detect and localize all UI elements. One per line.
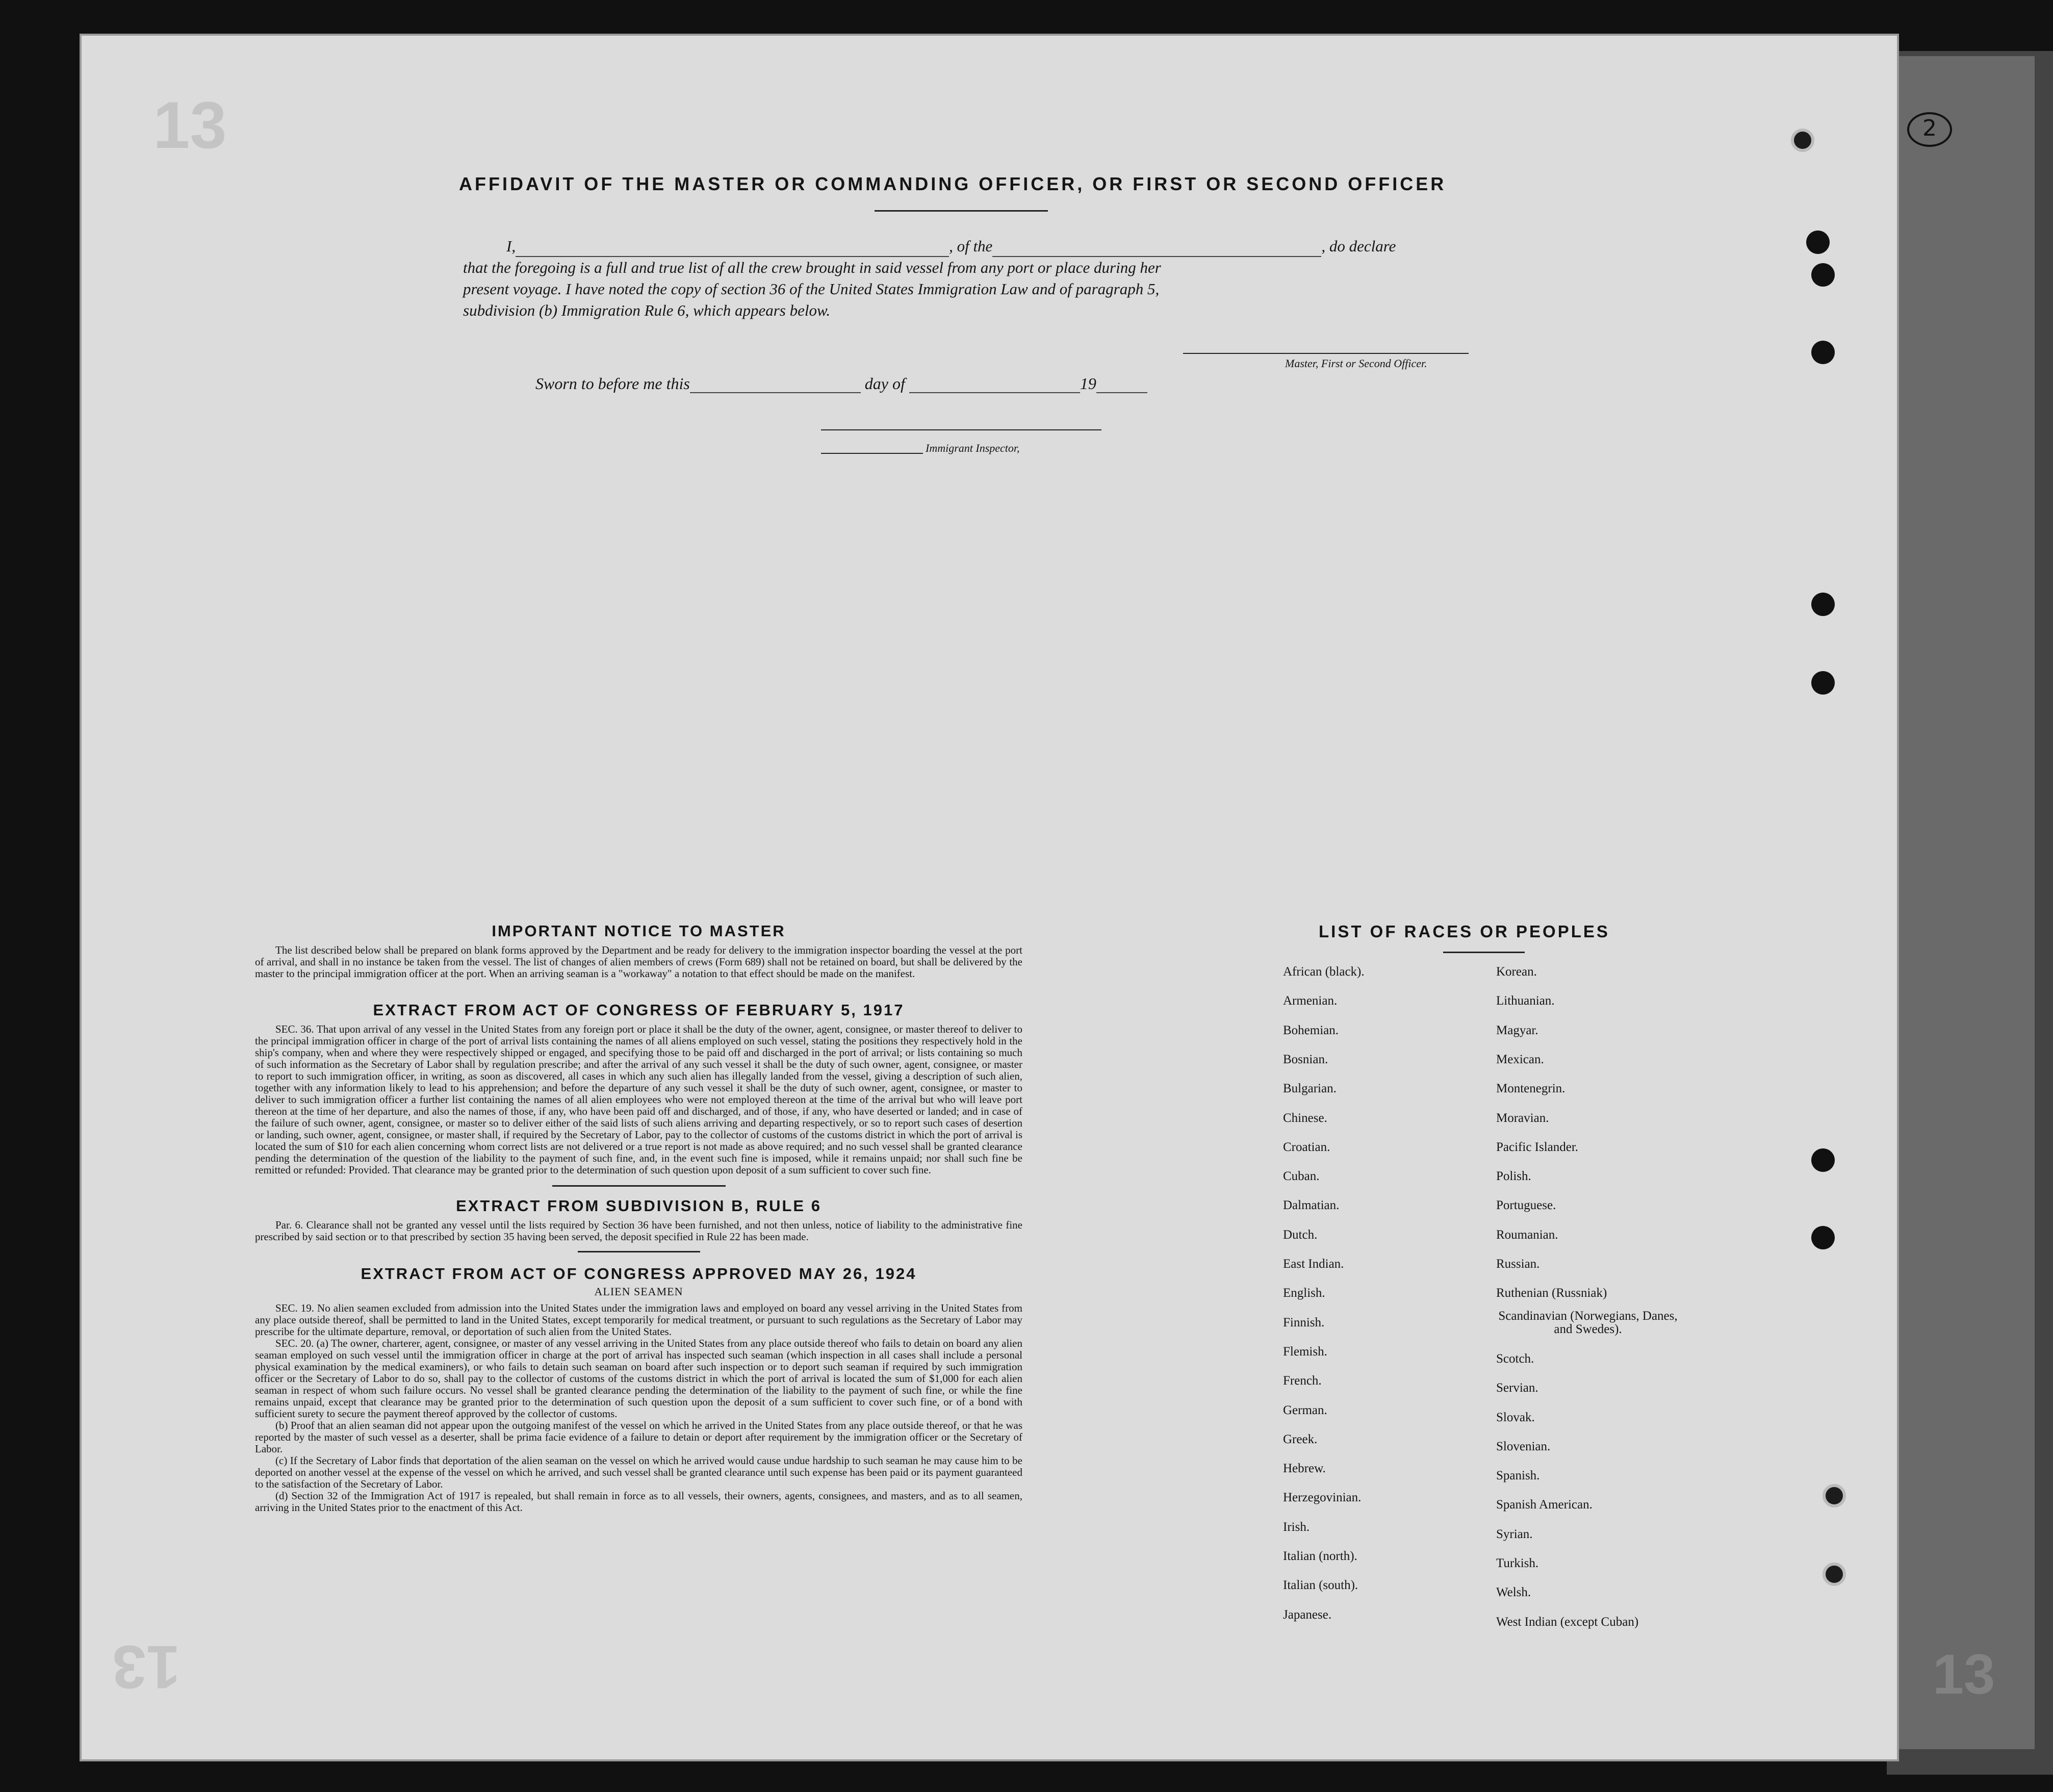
race-item: Slovenian. (1496, 1439, 1551, 1453)
races-title: LIST OF RACES OR PEOPLES (1319, 922, 1610, 941)
affidavit-title: AFFIDAVIT OF THE MASTER OR COMMANDING OFFICER, OR FIRST OR SECOND OFFICER (459, 173, 1447, 194)
binder-hole (1811, 593, 1835, 616)
signature-caption: Master, First or Second Officer. (1285, 357, 1427, 370)
binder-hole (1811, 671, 1835, 695)
declaration-line (463, 236, 1493, 257)
race-item: Italian (south). (1283, 1578, 1358, 1593)
of-the-label: , of the (949, 237, 993, 255)
binder-hole (53, 1460, 76, 1483)
inspector-caption: Immigrant Inspector, (926, 442, 1020, 454)
inspector-signature-line (821, 429, 1101, 430)
extract-rule6-text: Par. 6. Clearance shall not be granted any vessel until the lists required by Section 36 have been furnished, and not then unless, notice of liability to the administrative fine prescribed by said section or to that prescribed by section 35 having been served, the deposit specified in Rule 22 has been made. (255, 1219, 1022, 1243)
extract-rule6-title: EXTRACT FROM SUBDIVISION B, RULE 6 (456, 1197, 822, 1215)
divider (875, 210, 1048, 212)
affidavit-body (463, 236, 1493, 321)
binder-hole (1791, 129, 1814, 152)
race-item: Scandinavian (Norwegians, Danes, and Swedes). (1498, 1309, 1678, 1336)
race-item: Hebrew. (1283, 1462, 1326, 1476)
divider (1443, 952, 1525, 953)
day-of-label: day of (864, 374, 905, 393)
extract-1924-sec20d: (d) Section 32 of the Immigration Act of 1917 is repealed, but shall remain in force as to all vessels, their owners, agents, consignees, and masters, and as to all seamen, arriving in the United States prior to the enactment of this Act. (255, 1490, 1022, 1514)
race-item: English. (1283, 1286, 1325, 1300)
circled-page-number-text: 2 (1922, 115, 1937, 141)
extract-1917-text: SEC. 36. That upon arrival of any vessel in the United States from any foreign port or place it shall be the duty of the owner, agent, consignee, or master thereof to deliver to the principal immigration officer in charge of the port of arrival lists containing the names of all aliens employed on such vessel, stating the positions they respectively hold in the ship's company, when and where they were respectively shipped or engaged, and specifying those to be paid off and discharged in the port of arrival; or lists containing so much of such information as the Secretary of Labor shall by regulation prescribe; and after the arrival of any such vessel it shall be the duty of such owner, agent, consignee, or master to report to such immigration officer, in writing, as soon as discovered, all cases in which any such alien has illegally landed from the vessel, giving a description of such alien, together with any information likely to lead to his apprehension; and before the departure of any such vessel it shall be the duty of such owner, agent, consignee, or master to deliver to such immigration officer a further list containing the names of all alien employees who were not employed thereon at the time of the arrival but who will leave port thereon at the time of her departure, and also the names of those, if any, who have been paid off and discharged, and of those, if any, who have deserted or landed; and in case of the failure of such owner, agent, consignee, or master so to deliver either of the said lists of such aliens arriving and departing respectively, or so to report such cases of desertion or landing, such owner, agent, consignee, or master shall, if required by the Secretary of Labor, pay to the collector of customs of the customs district in which the port of arrival is located the sum of $10 for each alien concerning whom correct lists are not delivered or a true report is not made as above required; and no such vessel shall be granted clearance pending the determination of the question of the liability to the payment of such fine, and, in the event such fine is imposed, while it remains unpaid; nor shall such fine be remitted or refunded: Provided. That clearance may be granted prior to the determination of such question upon deposit of a sum sufficient to cover such fine. (255, 1023, 1022, 1176)
underlying-page (1882, 56, 2035, 1749)
binder-hole (1811, 1226, 1835, 1249)
sworn-year-field[interactable] (1096, 377, 1147, 393)
race-item: Irish. (1283, 1520, 1310, 1534)
race-item: Russian. (1496, 1257, 1540, 1271)
vessel-field[interactable] (992, 241, 1321, 257)
race-item: Mexican. (1496, 1052, 1544, 1066)
race-item: Flemish. (1283, 1344, 1327, 1359)
body-line: subdivision (b) Immigration Rule 6, which appears below. (463, 301, 831, 319)
race-item: Welsh. (1496, 1585, 1531, 1600)
race-item: Cuban. (1283, 1169, 1320, 1184)
race-item: Lithuanian. (1496, 994, 1555, 1008)
sworn-label: Sworn to before me this (535, 374, 690, 393)
divider (552, 1185, 726, 1187)
signature-line (1183, 353, 1469, 354)
race-item: Montenegrin. (1496, 1082, 1566, 1096)
race-item: East Indian. (1283, 1257, 1344, 1271)
body-line: that the foregoing is a full and true list of all the crew brought in said vessel from any port or place during her (463, 259, 1161, 276)
name-field[interactable] (516, 241, 949, 257)
race-item: Slovak. (1496, 1410, 1535, 1424)
race-item: Spanish American. (1496, 1498, 1593, 1512)
notice-title: IMPORTANT NOTICE TO MASTER (492, 922, 786, 940)
race-item: Herzegovinian. (1283, 1491, 1362, 1505)
inspector-signature-line-2 (821, 453, 923, 454)
page-number-bottom-right: 13 (1933, 1643, 1995, 1706)
sworn-day-field[interactable] (690, 377, 861, 393)
race-item: Moravian. (1496, 1111, 1549, 1125)
sworn-month-field[interactable] (909, 377, 1080, 393)
race-item: Servian. (1496, 1381, 1538, 1395)
circled-page-number (1907, 112, 1952, 147)
race-item: Dalmatian. (1283, 1198, 1340, 1213)
race-item: West Indian (except Cuban) (1496, 1615, 1639, 1629)
race-item: Scotch. (1496, 1351, 1534, 1366)
race-item: Ruthenian (Russniak) (1496, 1286, 1607, 1300)
race-item: Korean. (1496, 965, 1537, 979)
race-item: Portuguese. (1496, 1198, 1556, 1213)
notice-text: The list described below shall be prepared on blank forms approved by the Department and be ready for delivery to the immigration inspector boarding the vessel at the port of arrival, and shall in no instance be taken from the vessel. The list of changes of alien members of crews (Form 689) shall not be retained on board, but shall be delivered by the master to the principal immigration officer at the port. When an arriving seaman is a "workaway" a notation to that effect should be made on the manifest. (255, 944, 1022, 980)
race-item: Armenian. (1283, 994, 1338, 1008)
race-item: French. (1283, 1374, 1322, 1388)
binder-hole (53, 1202, 76, 1226)
race-item: Greek. (1283, 1432, 1318, 1446)
race-item: Pacific Islander. (1496, 1140, 1579, 1154)
year-prefix: 19 (1080, 374, 1096, 393)
race-item: African (black). (1283, 965, 1365, 979)
race-item: Croatian. (1283, 1140, 1330, 1154)
race-item: Japanese. (1283, 1607, 1332, 1622)
race-item: Roumanian. (1496, 1227, 1558, 1242)
race-item: Finnish. (1283, 1315, 1325, 1329)
race-item: German. (1283, 1403, 1327, 1417)
extract-1924-sec20c: (c) If the Secretary of Labor finds that deportation of the alien seaman on the vessel on which he arrived would cause undue hardship to such seaman he may cause him to be deported on another vessel at the expense of the vessel on which he arrived, and such vessel shall be granted clearance until such expense has been paid or its payment guaranteed to the satisfaction of the Secretary of Labor. (255, 1454, 1022, 1490)
extract-1924-sec19: SEC. 19. No alien seamen excluded from admission into the United States under the immigration laws and employed on board any vessel arriving in the United States from any place outside thereof, shall be permitted to land in the United States, except temporarily for medical treatment, or pursuant to such regulations as the Secretary of Labor may prescribe for the ultimate departure, removal, or deportation of such alien from the United States. (255, 1302, 1022, 1338)
binder-hole (1811, 263, 1835, 287)
do-declare-label: , do declare (1321, 237, 1396, 255)
binder-hole (1806, 231, 1830, 254)
race-item: Bohemian. (1283, 1023, 1339, 1037)
binder-hole (53, 644, 76, 667)
binder-hole (1811, 1148, 1835, 1172)
race-item: Dutch. (1283, 1227, 1318, 1242)
divider (578, 1251, 700, 1252)
extract-1924-sec20a: SEC. 20. (a) The owner, charterer, agent, consignee, or master of any vessel arriving in the United States from any place outside thereof who fails to detain on board any alien seaman employed on such vessel until the immigration officer in charge at the port of arrival has inspected such seaman (which inspection in all cases shall include a personal physical examination by the medical examiners), or who fails to detain such seaman on board after such inspection or to deport such seaman if required by such immigration officer or the Secretary of Labor to do so, shall pay to the collector of customs of the customs district in which the port of arrival is located the sum of $1,000 for each alien seaman in respect of whom such failure occurs. No vessel shall be granted clearance pending the determination of the liability to the payment of such fine, or while the fine remains unpaid, except that clearance may be granted prior to the determination of such question upon the deposit of a sum sufficient to cover such fine, or of a bond with sufficient surety to secure the payment thereof approved by the collector of customs. (255, 1337, 1022, 1420)
body-line: present voyage. I have noted the copy of section 36 of the United States Immigration Law and of paragraph 5, (463, 280, 1160, 298)
page-number-bottom-left: 13 (112, 1633, 181, 1701)
extract-1924-subtitle: ALIEN SEAMEN (594, 1285, 683, 1298)
binder-hole (53, 311, 76, 335)
race-item: Syrian. (1496, 1527, 1533, 1541)
race-item: Magyar. (1496, 1023, 1538, 1037)
binder-hole (1811, 341, 1835, 364)
binder-hole (1823, 1563, 1846, 1586)
page-number-top-left: 13 (153, 88, 227, 162)
race-item: Chinese. (1283, 1111, 1327, 1125)
race-item: Polish. (1496, 1169, 1531, 1184)
binder-hole (53, 261, 76, 285)
legal-column (255, 922, 1022, 1514)
binder-hole (53, 563, 76, 586)
race-item: Turkish. (1496, 1556, 1539, 1570)
race-item: Spanish. (1496, 1469, 1540, 1483)
race-item: Bulgarian. (1283, 1082, 1337, 1096)
race-item: Bosnian. (1283, 1052, 1328, 1066)
i-label: I, (506, 237, 516, 255)
extract-1924-sec20b: (b) Proof that an alien seaman did not appear upon the outgoing manifest of the vessel on which he arrived in the United States from any place outside thereof, or that he was reported by the master of such vessel as a deserter, shall be prima facie evidence of a failure to detain or deport after requirement by the immigration officer or the Secretary of Labor. (255, 1419, 1022, 1455)
race-item: Italian (north). (1283, 1549, 1357, 1563)
binder-hole (53, 231, 76, 254)
sworn-line (535, 374, 1147, 393)
extract-1924-title: EXTRACT FROM ACT OF CONGRESS APPROVED MAY 26, 1924 (361, 1265, 917, 1283)
binder-hole (1823, 1484, 1846, 1507)
extract-1917-title: EXTRACT FROM ACT OF CONGRESS OF FEBRUARY 5, 1917 (373, 1001, 905, 1019)
